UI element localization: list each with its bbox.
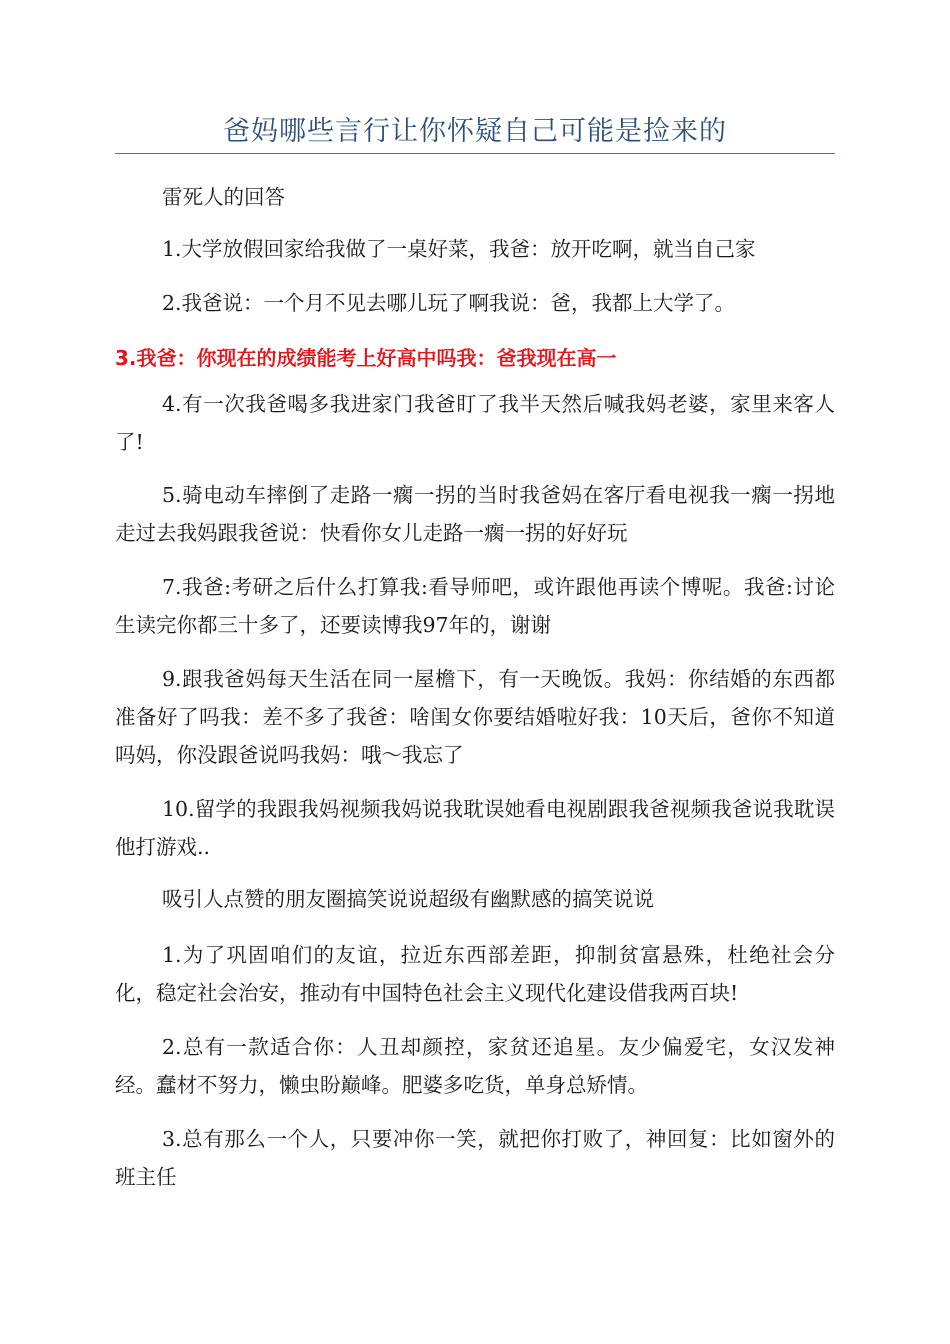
title-underline xyxy=(115,153,835,154)
paragraph: 5.骑电动车摔倒了走路一瘸一拐的当时我爸妈在客厅看电视我一瘸一拐地走过去我妈跟我爸说：快看你女儿走路一瘸一拐的好好玩 xyxy=(115,483,835,545)
section-heading-jokes: 吸引人点赞的朋友圈搞笑说说超级有幽默感的搞笑说说 xyxy=(162,887,654,911)
page-title: 爸妈哪些言行让你怀疑自己可能是捡来的 xyxy=(223,116,727,147)
paragraph: 9.跟我爸妈每天生活在同一屋檐下，有一天晚饭。我妈：你结婚的东西都准备好了吗我：差不多了我爸：啥闺女你要结婚啦好我：10天后，爸你不知道吗妈，你没跟爸说吗我妈：哦～我忘了 xyxy=(115,667,835,767)
paragraph: 7.我爸:考研之后什么打算我:看导师吧，或许跟他再读个博呢。我爸:讨论生读完你都三十多了，还要读博我97年的，谢谢 xyxy=(115,575,835,637)
paragraph: 3.总有那么一个人，只要冲你一笑，就把你打败了，神回复：比如窗外的班主任 xyxy=(115,1127,835,1189)
paragraph: 10.留学的我跟我妈视频我妈说我耽误她看电视剧跟我爸视频我爸说我耽误他打游戏.. xyxy=(115,797,835,859)
section-heading-answers: 雷死人的回答 xyxy=(162,185,285,209)
paragraph: 2.我爸说：一个月不见去哪儿玩了啊我说：爸，我都上大学了。 xyxy=(162,291,736,315)
paragraph: 2.总有一款适合你：人丑却颜控，家贫还追星。友少偏爱宅，女汉发神经。蠢材不努力，懒虫盼巅峰。肥婆多吃货，单身总矫情。 xyxy=(115,1035,835,1097)
paragraph: 4.有一次我爸喝多我进家门我爸盯了我半天然后喊我妈老婆，家里来客人了! xyxy=(115,392,835,454)
paragraph: 1.为了巩固咱们的友谊，拉近东西部差距，抑制贫富悬殊，杜绝社会分化，稳定社会治安，推动有中国特色社会主义现代化建设借我两百块! xyxy=(115,943,835,1005)
paragraph: 1.大学放假回家给我做了一桌好菜，我爸：放开吃啊，就当自己家 xyxy=(162,237,756,261)
highlighted-paragraph: 3.我爸：你现在的成绩能考上好高中吗我：爸我现在高一 xyxy=(115,346,617,370)
